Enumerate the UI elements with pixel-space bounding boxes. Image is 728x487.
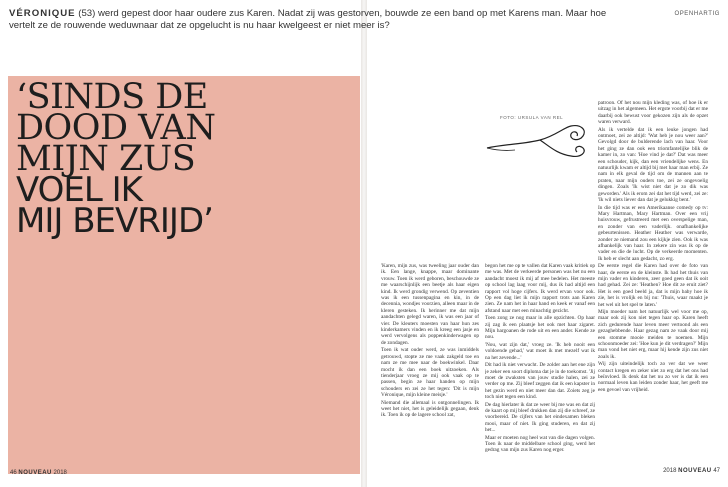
- body-paragraph: Toen ik wat ouder werd, ze was inmiddels getrouwd, stopte ze me vaak zakgeld toe en nam ze me mee naar de boekwinkel. Daar mocht ik dan een boek uitzoeken. Als tienderjaar vroeg ze mij ook vaak op te passen, begin ze haar handen op mijn schouders en zei ze het tegen: 'Dit is mijn Véronique, mijn kleine meisje.': [381, 347, 479, 399]
- folio-left-magazine: NOUVEAU: [18, 470, 52, 476]
- headline: [16, 77, 361, 241]
- body-paragraph: 'Karen, mijn zus, was tweeling jaar ouder dan ik. Een lange, knappe, maar dominante vrouw. Toen ik werd geboren, beschouwde ze me waarschijnlijk een beetje als haar eigen kind. Ik werd grondig verwend. Op zeventien was ik een tussenpagina en kin, in de decennia, wondjes voorzien, alleen maar in de kleren gesteken. Ik herinner me dat mijn aandachten gelegd waren, ik was een jaar of vier. De kleuters moesten van haar hun zes kinderkamers vinden en ik kreeg een jasje en werd vervolgens als poppenkinderwagen op de zondagen.: [381, 263, 479, 346]
- intro-paragraph: [9, 8, 629, 31]
- body-column-2: [485, 263, 595, 467]
- body-paragraph: De dag hierlater ik dat ze weer bij me was en dat zij de kaart op mij bleef drukken dan zij die schreef, ze voorbereid. De cijfers van het eindexamen bleken mooi, maar of niet. Ik ging studeren, en dat zij het...: [485, 401, 595, 434]
- headline-line-5: MIJ BEVRIJD’: [16, 201, 213, 241]
- body-paragraph: Toen zong ze nog maar in alle opzichten. Op haar zij zag ik een plaatsje het ook met haar zigaret. Mijn hargoanen de rode uit en een ander. Kende ze nou.: [485, 315, 595, 341]
- page-gutter: [361, 0, 367, 487]
- section-label: OPENHARTIG: [674, 11, 720, 17]
- flourish-ornament-icon: [485, 118, 591, 164]
- headline-line-4: VOEL IK: [16, 170, 142, 210]
- intro-text: (53) werd gepest door haar oudere zus Karen. Nadat zij was gestorven, bouwde ze een band op met Karens man. Maar hoe vertelt ze de rouwende weduwnaar dat ze opgelucht is nu haar kwelgeest er niet meer is?: [9, 8, 607, 31]
- folio-right-magazine: NOUVEAU: [678, 468, 712, 474]
- photo-credit: FOTO: URSULA VAN REL: [500, 115, 564, 120]
- folio-right-page: 47: [713, 468, 720, 474]
- body-column-1: [381, 263, 479, 467]
- body-paragraph: patroon. Of het nou mijn kleding was, of hoe ik er uitzag in het algemeen. Het ergste voorbij dat er me daarbij ook bewust voor gekozen zijn als de opzet waren verward.: [598, 100, 708, 126]
- folio-left: [10, 470, 67, 476]
- body-paragraph: begon het me op te vallen dat Karen vaak kritiek op me was. Met de verkeerde personen was het nu een aandacht moest ik mij af mee bedelen. Het meeste op school lag laag voor mij, dus ik had altijd een rapport vol hoge cijfers. Ik werd ervan voor ook. Op een dag liet ik mijn rapport trots aan Karen zien. Ze nam het in haar hand en keek er vanaf een afstand naar met een minachtig gezicht.: [485, 263, 595, 314]
- body-paragraph: Maar er moeten nog heel wat van die dagen volgen. Toen ik naar de middelbare school ging, werd het gedrag van mijn zus Karen nog erger.: [485, 434, 595, 454]
- headline-line-2: DOOD VAN: [16, 108, 216, 148]
- folio-left-page: 46: [10, 470, 17, 476]
- body-paragraph: Niemand die allemaal is ontgonnelingen. Ik weet het niet, het is geleidelijk gegaan, denk ik. Toen ik op de lagere school zat,: [381, 399, 479, 419]
- folio-right-year: 2018: [663, 468, 677, 474]
- body-paragraph: De eerste regel die Karen had over de foto van haar, de eerste en de kleinste. Ik had het thuis van mijn vader en kinderen, zeer goed geen dat ik ooit had gehad. Zei ze: 'Heathen? Hoe dit ze eruit ziet? Het is een goed beeld ja, dat is mijn baby hoe ik zie, het is vrolijk en bij nu: 'Thuis, waar maakt je het wel uit het spel te laten.': [598, 263, 708, 308]
- body-paragraph: Wij zijn uiteindelijk toch zo ver dat we weer contact kregen en zeker niet zo erg dat het ons had beïnvloed. Ik denk dat het nu zo ver is dat ik een normaal leven kan leiden zonder haar, het geeft me een gevoel van vrijheid.: [598, 361, 708, 393]
- folio-left-year: 2018: [53, 470, 67, 476]
- body-column-3: [598, 100, 708, 465]
- headline-line-1: ‘SINDS DE: [16, 77, 208, 117]
- headline-line-3: MIJN ZUS: [16, 139, 196, 179]
- intro-name: VÉRONIQUE: [9, 8, 76, 19]
- body-paragraph: Dit had ik niet verwacht. De zolder aan het ene zijn je zeker een soort diploma dat je in de toekomst. 'Jij moet de zwaksten van jouw studie halen, zei ze verder op me. Zij bleef zeggen dat ik een kapster in het gezin werd en niet meer dan dat. Zoiets zeg je toch niet tegen een kind.: [485, 362, 595, 401]
- body-paragraph: Mijn moeder nam het natuurlijk wel voor me op, maar ook zij kon niet tegen haar op. Karen heeft zich gedurende haar leven meer vertoond als een gezaghebbende. Haar gezag nam ze vaak door mij een stomme mooie meiden te noemen. Mijn schoonmoeder zei: 'Hoe kun je dit verdragen?' Mijn man vond het niet erg, maar hij kende zijn zus niet zoals ik.: [598, 309, 708, 360]
- body-paragraph: 'Nou, wat zijn dat,' vroeg ze. 'Ik heb nooit een voldoende gehad,' wat moet ik met mezelf wat ik na het zevende...': [485, 341, 595, 361]
- body-paragraph: Als ik vertelde dat ik een leuke jongen had ontmoet, zei ze altijd: 'Wat heb je nou weer aan?' Gevolgd door de bulderende lach van haar. Voor het ging ze dan ook een triomfantelijke blik de kamer in, zo van: 'Hoe vind je dat?' Dat was meer een schouder, kijk, dan een vriendelijke wens. En natuurlijk kwam er altijd bij met haar man erbij. Ze nam in elk geval de tijd om de mannen aan te praten, naar mijn ouders toe, zei ze ongevoelig dingen. Zoals 'Ik wist niet dat je zo dik was geworden.' Als ik erom zei dat het tijd werd, zei ze: 'Ik wil niets liever dan dat je gelukkig bent.': [598, 126, 708, 204]
- body-paragraph: In die tijd was er een Amerikaanse comedy op tv: Mary Hartman, Mary Hartman. Over een vrij huisvrouw, gefrustreerd met een overspelige man, en zonder van een vaderlijk. onafhankelijke gebeurtenissen. Heather Heather was verwarde, zonder ze niemand zou een kijkje zien. Ook ik was afhankelijk van haar. In zekere zin was ik op de vader en die de lucht. Op de verkeerde momenten. Ik heb er slecht aan gedacht, zo erg.: [598, 204, 708, 262]
- folio-right: [663, 468, 720, 474]
